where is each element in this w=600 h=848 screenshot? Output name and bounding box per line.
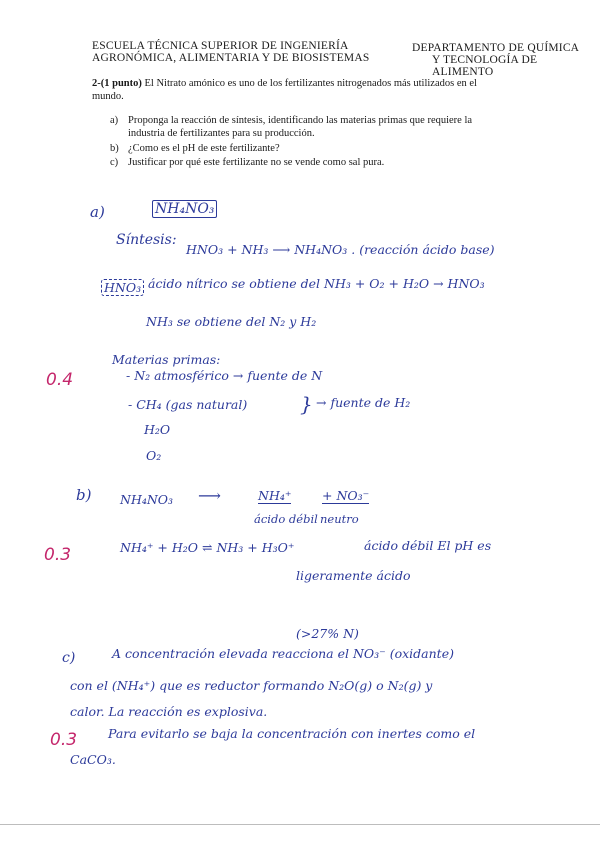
question-intro-line1: El Nitrato amónico es uno de los fertilizantes nitrogenados más utilizados en el (144, 78, 477, 89)
materia-h2o: H₂O (144, 422, 171, 437)
question-item-b-line1: ¿Como es el pH de este fertilizante? (128, 143, 280, 154)
question-item-c-letter: c) (110, 157, 119, 168)
hno3-box: HNO₃ (101, 279, 144, 296)
b-acid-label: ácido débil (254, 512, 318, 526)
c-line5: CaCO₃. (70, 752, 116, 767)
materia-o2: O₂ (146, 448, 162, 463)
question-number: 2-(1 punto) (92, 78, 142, 89)
question-item-a-line2: industria de fertilizantes para su producción. (128, 128, 315, 139)
answer-b-label: b) (76, 486, 92, 504)
materia-n2: - N₂ atmosférico → fuente de N (126, 368, 323, 383)
score-a: 0.4 (46, 370, 74, 390)
c-line2: con el (NH₄⁺) que es reductor formando N₂O(g) o N₂(g) y (70, 678, 433, 693)
question-item-b-letter: b) (110, 143, 119, 154)
question-intro (92, 77, 532, 90)
answer-a-formula: NH₄NO₃ (152, 200, 217, 218)
question-intro-line2: mundo. (92, 91, 124, 102)
answer-c-label: c) (62, 650, 76, 666)
b-conclusion2: ligeramente ácido (296, 568, 411, 583)
school-name-line1: ESCUELA TÉCNICA SUPERIOR DE INGENIERÍA (92, 40, 349, 52)
question-item-c-line1: Justificar por qué este fertilizante no se vende como sal pura. (128, 157, 385, 168)
brace-symbol: } (300, 392, 313, 416)
department-line1: DEPARTAMENTO DE QUÍMICA (412, 42, 580, 54)
b-neutral-label: neutro (320, 512, 359, 526)
score-b: 0.3 (44, 545, 72, 565)
materia-h2-source: → fuente de H₂ (316, 395, 411, 410)
b-conclusion1: ácido débil El pH es (364, 538, 492, 553)
department-line2: Y TECNOLOGÍA DE ALIMENTO (432, 54, 538, 78)
school-name-line2: AGRONÓMICA, ALIMENTARIA Y DE BIOSISTEMAS (92, 52, 370, 64)
b-eq-right2: + NO₃⁻ (322, 488, 370, 503)
b-eq-right1: NH₄⁺ (258, 488, 292, 503)
c-note: (>27% N) (296, 626, 359, 641)
nh3-source-text: NH₃ se obtiene del N₂ y H₂ (146, 314, 317, 329)
sintesis-equation: HNO₃ + NH₃ ⟶ NH₄NO₃ . (reacción ácido base) (186, 242, 495, 257)
c-line3: calor. La reacción es explosiva. (70, 704, 268, 719)
arrow-symbol: ⟶ (198, 486, 221, 505)
b-hydrolysis-eq: NH₄⁺ + H₂O ⇌ NH₃ + H₃O⁺ (120, 540, 295, 555)
materias-primas-label: Materias primas: (112, 352, 221, 367)
question-item-a-letter: a) (110, 115, 119, 126)
sintesis-label: Síntesis: (116, 232, 177, 248)
answer-a-label: a) (90, 203, 105, 221)
hno3-source-text: ácido nítrico se obtiene del NH₃ + O₂ + H₂O → HNO₃ (148, 276, 485, 291)
materia-ch4: - CH₄ (gas natural) (128, 397, 248, 412)
b-eq-left: NH₄NO₃ (120, 492, 174, 507)
score-c: 0.3 (50, 730, 78, 750)
question-item-a-line1: Proponga la reacción de síntesis, identificando las materias primas que requiere la (128, 115, 473, 126)
c-line1: A concentración elevada reacciona el NO₃⁻ (oxidante) (112, 646, 454, 661)
scan-edge-line (0, 824, 600, 825)
c-line4: Para evitarlo se baja la concentración con inertes como el (108, 726, 476, 741)
